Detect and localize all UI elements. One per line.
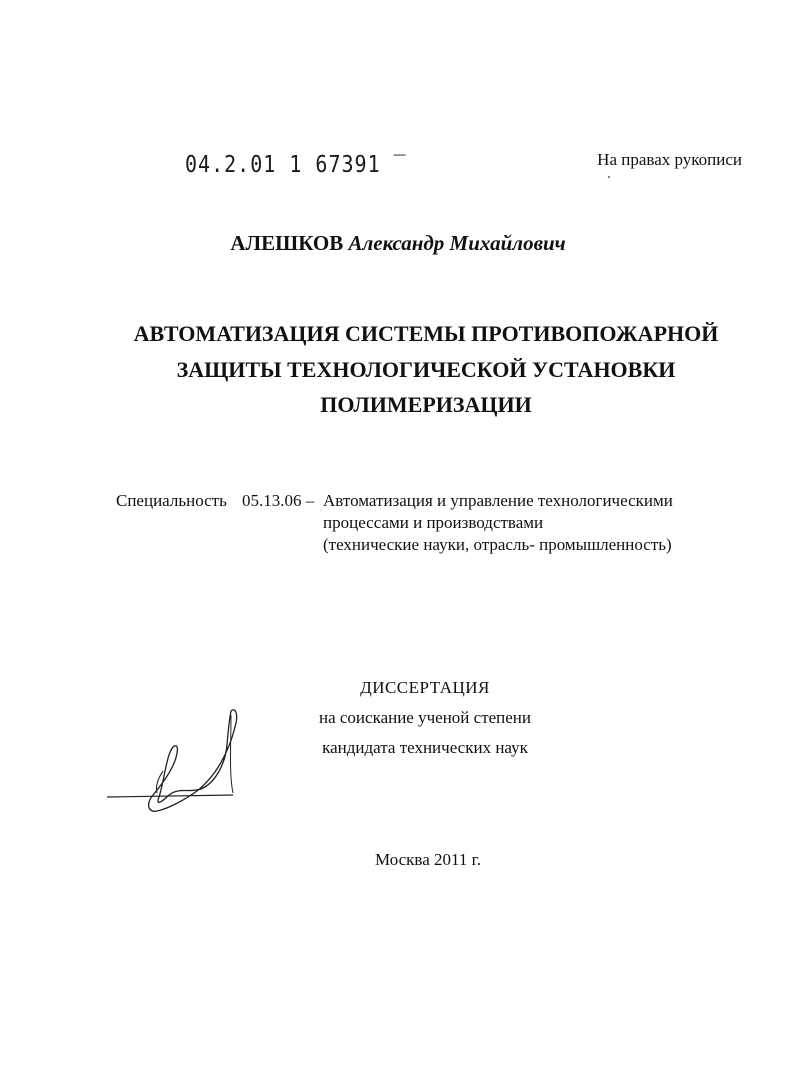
rights-notice: На правах рукописи <box>597 150 742 169</box>
author-surname: АЛЕШКОВ <box>230 231 344 255</box>
specialty-description-line: Автоматизация и управление технологическими <box>323 491 673 510</box>
handwritten-signature <box>105 705 245 825</box>
dissertation-type: ДИССЕРТАЦИЯ <box>360 678 490 697</box>
specialty-label: Специальность <box>116 491 227 510</box>
paper-speck <box>608 176 610 178</box>
title-line: ЗАЩИТЫ ТЕХНОЛОГИЧЕСКОЙ УСТАНОВКИ <box>176 356 676 382</box>
registration-number: 04.2.01 1 67391 ‾ <box>185 150 407 178</box>
signature-tail <box>231 715 234 793</box>
specialty-description-line: (технические науки, отрасль- промышленность) <box>323 535 672 554</box>
title-line: АВТОМАТИЗАЦИЯ СИСТЕМЫ ПРОТИВОПОЖАРНОЙ <box>133 321 719 346</box>
author-name <box>0 231 796 256</box>
specialty-code: 05.13.06 – <box>242 491 315 510</box>
title-line: ПОЛИМЕРИЗАЦИИ <box>320 392 532 417</box>
dissertation-title <box>0 316 796 423</box>
dissertation-purpose: на соискание ученой степени <box>318 708 532 727</box>
signature-baseline <box>107 795 233 797</box>
dissertation-block <box>300 673 550 763</box>
author-given-names: Александр Михайлович <box>348 231 566 255</box>
city-year: Москва 2011 г. <box>375 850 481 869</box>
dissertation-degree: кандидата технических наук <box>322 738 528 757</box>
specialty-description-line: процессами и производствами <box>323 513 544 532</box>
